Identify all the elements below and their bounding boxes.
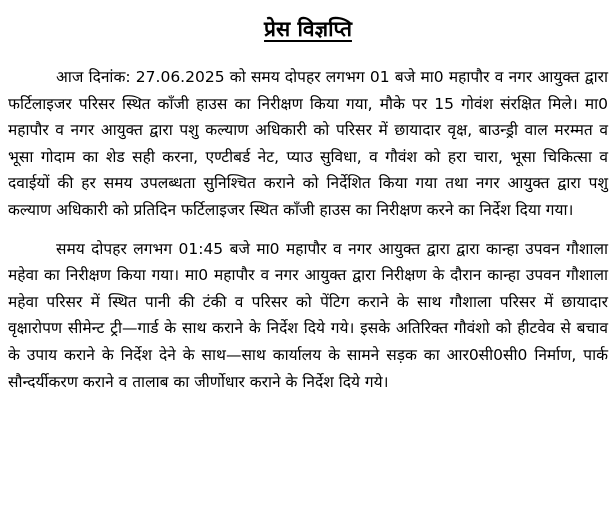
paragraph-gaushala-inspection: समय दोपहर लगभग 01:45 बजे मा0 महापौर व नगर आयुक्त द्वारा द्वारा कान्हा उपवन गौशाला महेवा का निरीक्षण किया गया। मा0 महापौर व नगर आयुक्त द्वारा निरीक्षण के दौरान कान्हा उपवन गौशाला महेवा परिसर में स्थित पानी की टंकी व परिसर को पेंटिग कराने के साथ गौशाला परिसर में छायादार वृक्षारोपण सीमेन्ट ट्री—गार्ड के साथ कराने के निर्देश दिये गये। इसके अतिरिक्त गौवंशो को हीटवेव से बचाव के उपाय कराने के निर्देश देने के साथ—साथ कार्यालय के सामने सड़क का आर0सी0सी0 निर्माण, पार्क सौन्दर्यीकरण कराने व तालाब का जीर्णोधार कराने के निर्देश दिये गये। — [8, 239, 608, 391]
page-title: प्रेस विज्ञप्ति — [264, 17, 352, 41]
paragraph-kanji-house-inspection: आज दिनांक: 27.06.2025 को समय दोपहर लगभग 01 बजे मा0 महापौर व नगर आयुक्त द्वारा फर्टिलाइजर परिसर स्थित काँजी हाउस का निरीक्षण किया गया, मौके पर 15 गोवंश संरक्षित मिले। मा0 महापौर व नगर आयुक्त द्वारा पशु कल्याण अधिकारी को परिसर में छायादार वृक्ष, बाउन्ड्री वाल मरम्मत व भूसा गोदाम का शेड सही करना, एण्टीबर्ड नेट, प्याउ सुविधा, व गौवंश को हरा चारा, भूसा चिकित्सा व दवाईयों की हर समय उपलब्धता सुनिश्चित कराने को निर्देशित किया गया तथा नगर आयुक्त द्वारा पशु कल्याण अधिकारी को प्रतिदिन फर्टिलाइजर स्थित काँजी हाउस का निरीक्षण करने का निर्देश दिया गया। — [8, 68, 608, 219]
